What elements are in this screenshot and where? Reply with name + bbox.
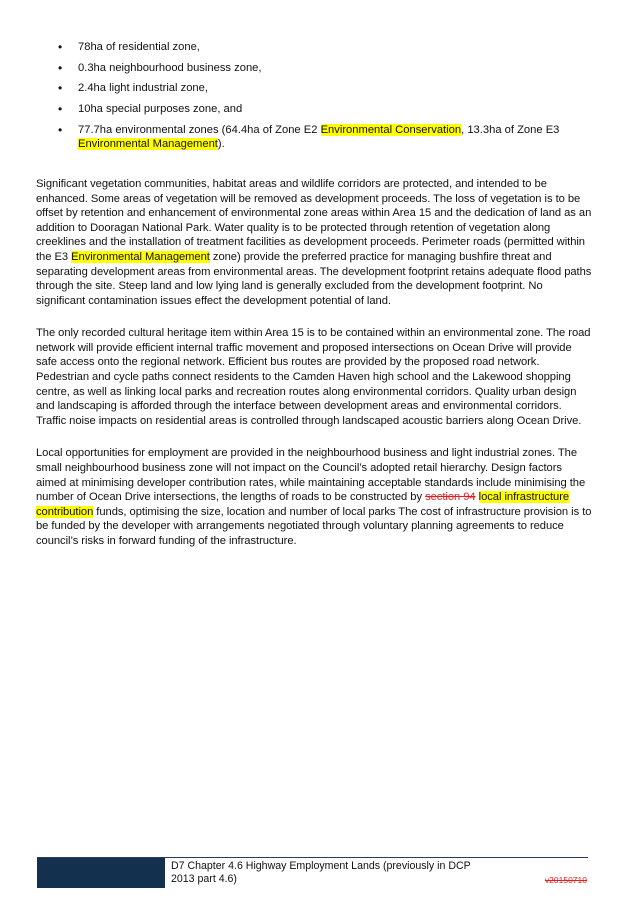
list-item-text: 2.4ha light industrial zone, — [78, 82, 208, 95]
paragraph-text: Local opportunities for employment are provided in the neighbourhood business and light industrial zones. The small neighbourhood business zone will not impact on the Council’s adopted retail hierarchy. Design factors aimed at minimising developer contribution rates, while maintaining acceptable standards include minimising the number of Ocean Drive intersections, the lengths of roads to be constructed by — [36, 447, 586, 504]
highlighted-text: Environmental Conservation — [320, 123, 462, 136]
highlighted-text: Environmental Management — [71, 250, 210, 263]
list-item — [36, 123, 592, 152]
list-item — [36, 102, 592, 117]
document-body — [36, 40, 592, 549]
struck-text: section 94 — [425, 491, 476, 504]
list-item-text: 10ha special purposes zone, and — [78, 103, 243, 116]
highlighted-text: Environmental Management — [78, 138, 218, 151]
paragraph-text: Significant vegetation communities, habitat areas and wildlife corridors are protected, and intended to be enhanced. Some areas of vegetation will be removed as development proceeds. The loss of vegetation is to be offset by retention and enhancement of environmental zone areas within Area 15 and the dedication of land as an addition to Dooragan National Park. Water quality is to be protected through retention of vegetation along creeklines and the installation of treatment facilities as development proceeds. Perimeter roads (permitted within the E3 — [36, 177, 592, 263]
paragraph-text: funds, optimising the size, location and number of local parks The cost of infrastructure provision is to be funded by the developer with arrangements negotiated through voluntary planning agreements to reduce council’s risks in forward funding of the infrastructure. — [36, 505, 592, 547]
footer-color-block — [37, 858, 165, 888]
zone-list — [36, 40, 592, 152]
list-item-text: ). — [217, 138, 225, 151]
footer-version: v20150710 — [544, 875, 587, 885]
paragraph-employment — [36, 446, 592, 548]
list-item — [36, 81, 592, 96]
list-item-text: , 13.3ha of Zone E3 — [461, 123, 560, 136]
list-item-text: 77.7ha environmental zones (64.4ha of Zone E2 — [78, 123, 321, 136]
page-footer — [37, 857, 588, 889]
list-item-text: 0.3ha neighbourhood business zone, — [78, 61, 262, 74]
list-item — [36, 61, 592, 76]
paragraph-environment — [36, 177, 592, 308]
list-item-text: 78ha of residential zone, — [78, 41, 200, 53]
paragraph-heritage-transport: The only recorded cultural heritage item within Area 15 is to be contained within an environmental zone. The road network will provide efficient internal traffic movement and proposed intersections on Ocean Drive will provide safe access onto the regional network. Efficient bus routes are provided by the proposed road network. Pedestrian and cycle paths connect residents to the Camden Haven high school and the Lakewood shopping centre, as well as linking local parks and recreation routes along environmental corridors. Quality urban design and landscaping is afforded through the interface between development areas and environmental corridors. Traffic noise impacts on residential areas is controlled through landscaped acoustic barriers along Ocean Drive. — [36, 327, 591, 427]
paragraph-text: zone) provide the preferred practice for managing bushfire threat and separating development areas from environmental areas. The development footprint retains adequate flood paths through the site. Steep land and low lying land is generally excluded from the development footprint. No significant contamination issues effect the development potential of land. — [36, 250, 592, 307]
highlighted-text: local infrastructure contribution — [36, 491, 570, 518]
list-item — [36, 40, 592, 55]
footer-title: D7 Chapter 4.6 Highway Employment Lands (previously in DCP 2013 part 4.6) — [171, 860, 471, 886]
